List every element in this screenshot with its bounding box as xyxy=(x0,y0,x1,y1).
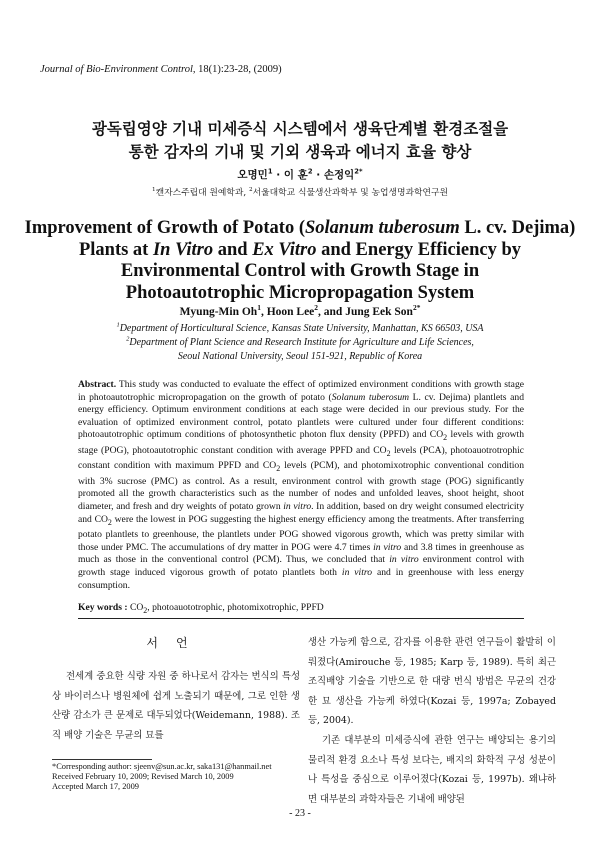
english-aff-1 xyxy=(0,322,600,336)
abstract-text: This study was conducted to evaluate the effect of optimized environment conditions with growth stage in photoautotrophic micropropagation on the growth of potato ( xyxy=(78,379,524,403)
aff-sup: 2 xyxy=(126,335,130,343)
abstract-sub: 2 xyxy=(107,517,112,527)
english-title xyxy=(0,218,600,304)
english-aff-2 xyxy=(0,336,600,350)
english-author-3: , and Jung Eek Son xyxy=(318,306,413,318)
korean-title-line-1: 광독립영양 기내 미세증식 시스템에서 생육단계별 환경조절을 xyxy=(91,120,509,138)
english-author-1-sup: 1 xyxy=(257,303,261,313)
keywords-text: CO xyxy=(127,602,144,613)
intro-paragraph-1-cont: 생산 가능케 함으로, 감자를 이용한 관련 연구들이 활발히 이뤄졌다(Amirouche 등, 1985; Karp 등, 1989). 특히 최근 조직배양 기술을 기반으로 한 대량 번식 방법은 무균의 건강한 묘 생산을 가능케 하였다(Kozai 등, 1997a; Zobayed 등, 2004). xyxy=(308,637,556,727)
abstract-italic: in vitro xyxy=(341,566,373,578)
received-dates: Received February 10, 2009; Revised March 10, 2009 xyxy=(52,772,234,781)
title-species: Solanum tuberosum xyxy=(305,218,460,238)
abstract-text: levels with growth stage (POG), photoautotrophic constant condition with average PPFD and CO xyxy=(78,429,525,456)
intro-paragraph-2: 기존 대부분의 미세증식에 관한 연구는 배양되는 용기의 물리적 환경 요소나 특성 보다는, 배지의 화학적 구성 성분이나 특성을 중심으로 이루어졌다(Kozai 등, 1997b). 왜냐하면 대부분의 과학자들은 기내에 배양된 xyxy=(308,734,556,805)
title-text: and Energy Efficiency by xyxy=(316,239,522,260)
abstract-sub: 2 xyxy=(386,448,391,458)
english-author-1: Myung-Min Oh xyxy=(179,306,258,318)
intro-paragraph-1: 전세계 중요한 식량 자원 중 하나로서 감자는 번식의 특성상 바이러스나 병원체에 쉽게 노출되기 때문에, 그로 인한 생산량 감소가 큰 문제로 대두되었다(Weidemann, 1988). 조직 배양 기술은 무균의 묘를 xyxy=(52,671,300,741)
aff-text: Department of Horticultural Science, Kansas State University, Manhattan, KS 66503, USA xyxy=(119,323,484,334)
aff-text: Department of Plant Science and Research Institute for Agriculture and Life Sciences, xyxy=(129,337,474,348)
abstract-italic: in vitro xyxy=(373,541,402,553)
abstract-label: Abstract. xyxy=(78,379,117,390)
aff-sup: 1 xyxy=(116,321,120,329)
korean-title xyxy=(0,118,600,164)
keywords-label: Key words : xyxy=(78,602,128,613)
english-affiliations xyxy=(0,322,600,364)
section-divider xyxy=(78,618,524,619)
abstract-italic: in vitro xyxy=(389,554,419,566)
title-text: Plants at xyxy=(78,239,153,260)
english-author-3-sup: 2* xyxy=(412,303,421,313)
korean-author-2: · 이 훈 xyxy=(272,169,308,181)
journal-name: Journal of Bio-Environment Control, xyxy=(40,64,196,75)
korean-title-line-2: 통한 감자의 기내 및 기외 생육과 에너지 효율 향상 xyxy=(128,143,472,161)
korean-authors xyxy=(0,167,600,182)
footnote-divider xyxy=(52,759,152,760)
korean-author-3-sup: 2* xyxy=(354,167,363,176)
title-italic: Ex Vitro xyxy=(252,239,317,260)
korean-aff-1: 캔자스주립대 원예학과, xyxy=(155,188,250,198)
english-title-line-1 xyxy=(0,218,600,240)
abstract-italic: Solanum tuberosum xyxy=(331,391,410,403)
keywords xyxy=(78,602,524,615)
english-aff-2b: Seoul National University, Seoul 151-921, Republic of Korea xyxy=(177,351,423,362)
journal-citation xyxy=(40,64,282,75)
abstract-text: were the lowest in POG suggesting the highest energy efficiency among the treatments. After transferring potato plantlets to greenhouse, the plantlets under POG showed vigorous growth, which was pretty similar with those under PMC. The accumulations of dry matter in POG were 4.7 times xyxy=(78,513,525,553)
abstract-text: environment control with growth stage induced vigorous growth of potato plantlets both xyxy=(78,554,524,578)
korean-author-1: 오명민 xyxy=(237,169,268,181)
title-text: and xyxy=(213,239,253,260)
korean-aff-2-sup: 2 xyxy=(249,187,253,194)
korean-aff-2: 서울대학교 식물생산과학부 및 농업생명과학연구원 xyxy=(252,188,448,198)
keywords-sub: 2 xyxy=(143,605,148,615)
abstract-text: L. cv. Dejima) plantlets and energy efficiency. Optimum environment conditions at each stage were decided in our previous study. For the evaluation of optimized environment control, potato plantlets were cultured under four different conditions: photoautotrophic optimum conditions of photosynthetic photon flux density (PPFD) and CO xyxy=(78,391,524,441)
title-italic: In Vitro xyxy=(152,239,214,260)
abstract-text: . In addition, based on dry weight consumed electricity and CO xyxy=(78,501,524,525)
page-number: - 23 - xyxy=(289,808,311,819)
accepted-date: Accepted March 17, 2009 xyxy=(52,782,139,791)
abstract-text: and 3.8 times in greenhouse as much as those in the conventional control (PCM). Thus, we concluded that xyxy=(78,541,524,566)
korean-author-2-sup: 2 xyxy=(307,167,313,176)
abstract-sub: 2 xyxy=(443,433,448,443)
korean-author-3: · 손정익 xyxy=(312,169,355,181)
title-text: L. cv. Dejima) xyxy=(459,218,576,238)
korean-aff-1-sup: 1 xyxy=(152,187,156,194)
english-title-line-4: Photoautotrophic Micropropagation System xyxy=(125,282,475,303)
english-author-2: , Hoon Lee xyxy=(260,306,315,318)
journal-volume: 18(1):23-28, (2009) xyxy=(195,64,282,75)
corresponding-author: *Corresponding author: sjeenv@sun.ac.kr, saka131@hanmail.net xyxy=(52,762,272,771)
abstract-sub: 2 xyxy=(276,464,281,474)
abstract-text: levels (PCA), photoauotrotrophic constant condition with maximum PPFD and CO xyxy=(78,444,525,472)
introduction-heading: 서언 xyxy=(146,636,206,650)
footnote xyxy=(52,762,302,792)
abstract-text: levels (PCM), and photomixotrophic conventional condition with 3% sucrose (PMC) as control. As a result, environment control with growth stage (POG) significantly promoted all the growth characteristics such as the number of nodes and unfolded leaves, shoot height, shoot diameter, and fresh and dry weights of potato grown xyxy=(78,460,524,513)
body-column-right xyxy=(308,633,556,809)
korean-affiliations xyxy=(0,185,600,198)
english-authors xyxy=(0,303,600,318)
english-author-2-sup: 2 xyxy=(314,303,319,313)
keywords-text: , photoauototrophic, photomixotrophic, PPFD xyxy=(147,602,324,613)
english-title-line-3: Environmental Control with Growth Stage in xyxy=(120,261,480,281)
abstract-italic: in vitro xyxy=(283,501,312,513)
title-text: Improvement of Growth of Potato ( xyxy=(24,218,305,238)
body-column-left xyxy=(52,633,300,745)
english-title-line-2 xyxy=(0,240,600,262)
korean-author-1-sup: 1 xyxy=(267,167,273,176)
abstract-text: and in greenhouse with less energy consumption. xyxy=(78,566,524,591)
abstract xyxy=(78,379,524,592)
